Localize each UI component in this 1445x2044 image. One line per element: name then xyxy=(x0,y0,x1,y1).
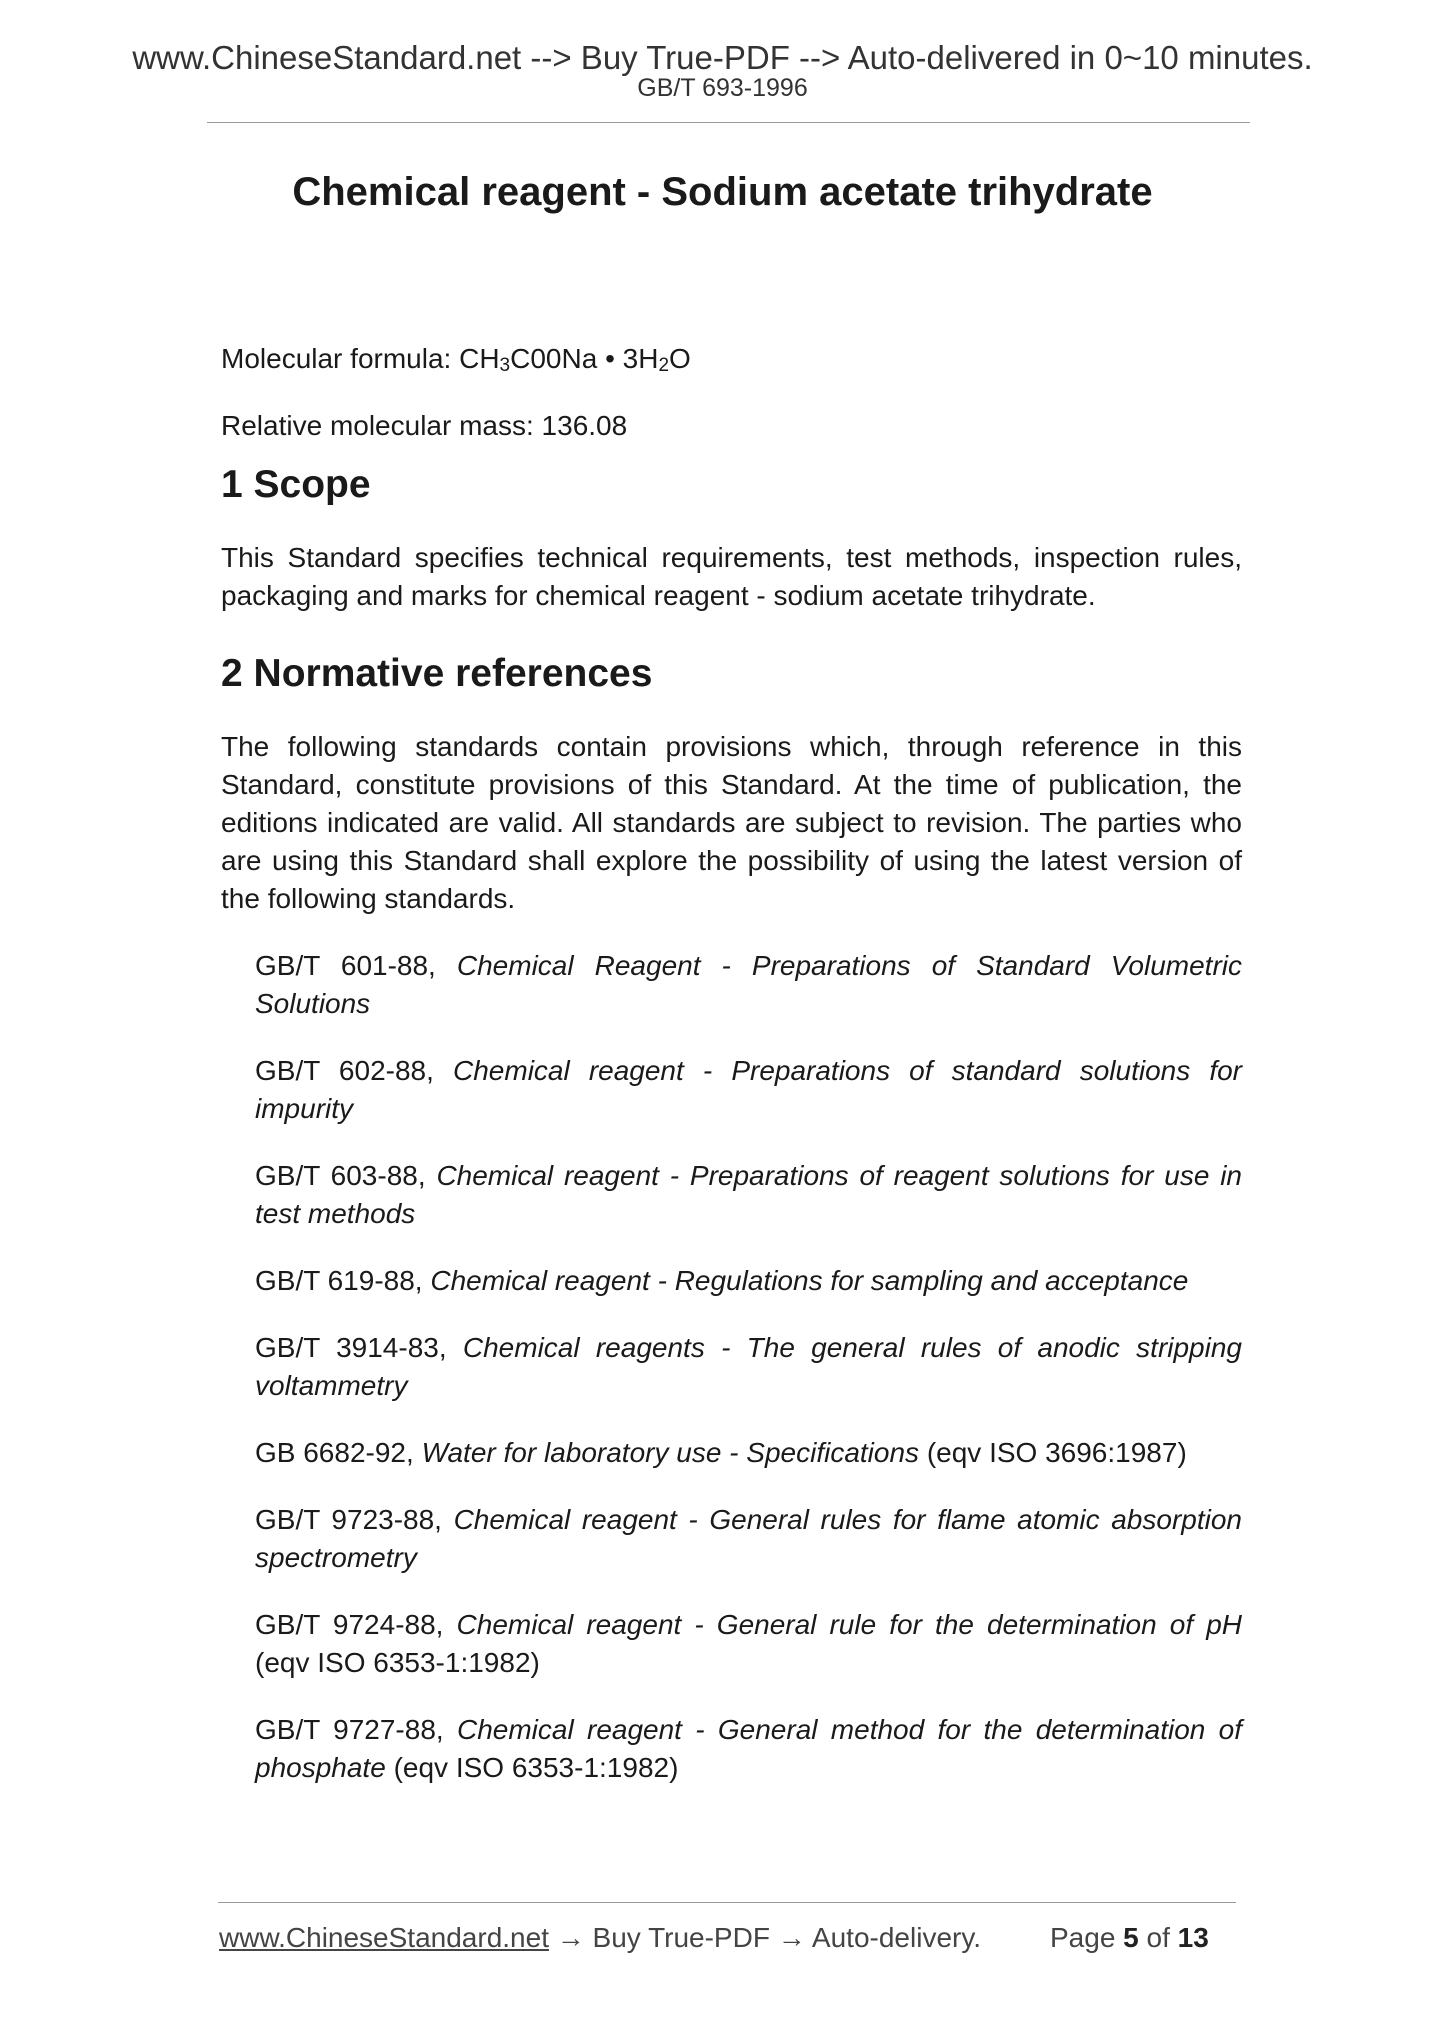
normative-references-paragraph: The following standards contain provisions which, through reference in this Standard, constitute provisions of this Standard. At the time of publication, the editions indicated are valid. All standards are subject to revision. The parties who are using this Standard shall explore the possibility of using the latest version of the following standards. xyxy=(221,731,1242,914)
reference-item xyxy=(255,1434,1242,1472)
footer-tagline: → Buy True-PDF → Auto-delivery. xyxy=(548,1922,982,1953)
header-divider xyxy=(207,122,1250,123)
footer-site-link[interactable]: www.ChineseStandard.net xyxy=(219,1922,549,1953)
footer-divider xyxy=(218,1902,1236,1903)
formula-subscript: 2 xyxy=(658,355,670,376)
formula-part: O xyxy=(669,343,691,374)
footer-promo xyxy=(219,1922,981,1954)
reference-code: GB/T 602-88, xyxy=(255,1055,454,1086)
page-total: 13 xyxy=(1177,1922,1209,1953)
reference-title: Water for laboratory use - Specifications xyxy=(421,1437,920,1468)
molecular-formula xyxy=(221,340,1242,378)
reference-title: Chemical reagents - The general rules of anodic stripping voltammetry xyxy=(255,1332,1242,1401)
reference-title: Chemical reagent - Preparations of reagent solutions for use in test methods xyxy=(255,1160,1242,1229)
reference-title: Chemical reagent - General rules for flame atomic absorption spectrometry xyxy=(255,1504,1242,1573)
reference-item xyxy=(255,1052,1242,1128)
formula-part: C00Na • 3H xyxy=(510,343,659,374)
reference-code: GB/T 9723-88, xyxy=(255,1504,454,1535)
reference-title: Chemical reagent - Preparations of standard solutions for impurity xyxy=(255,1055,1242,1124)
reference-code: GB/T 601-88, xyxy=(255,950,457,981)
reference-title: Chemical reagent - General method for the determination of phosphate xyxy=(255,1714,1242,1783)
reference-code: GB/T 619-88, xyxy=(255,1265,431,1296)
section-heading-scope: 1 Scope xyxy=(221,463,371,506)
section-heading-normative-references: 2 Normative references xyxy=(221,652,653,695)
page-label: Page xyxy=(1050,1922,1124,1953)
reference-code: GB/T 603-88, xyxy=(255,1160,437,1191)
reference-title: Chemical Reagent - Preparations of Standard Volumetric Solutions xyxy=(255,950,1242,1019)
molecular-mass: Relative molecular mass: 136.08 xyxy=(221,410,628,441)
reference-code: GB/T 9724-88, xyxy=(255,1609,457,1640)
reference-item xyxy=(255,1606,1242,1682)
reference-suffix: (eqv ISO 3696:1987) xyxy=(919,1437,1187,1468)
reference-item xyxy=(255,1501,1242,1577)
page-indicator xyxy=(1050,1922,1209,1954)
scope-paragraph: This Standard specifies technical requirements, test methods, inspection rules, packaging and marks for chemical reagent - sodium acetate trihydrate. xyxy=(221,542,1242,611)
page-of: of xyxy=(1138,1922,1178,1953)
formula-part: CH xyxy=(459,343,500,374)
document-title: Chemical reagent - Sodium acetate trihydrate xyxy=(292,170,1153,214)
reference-item xyxy=(255,1157,1242,1233)
reference-suffix: (eqv ISO 6353-1:1982) xyxy=(385,1752,679,1783)
reference-code: GB/T 3914-83, xyxy=(255,1332,463,1363)
header-banner: www.ChineseStandard.net --> Buy True-PDF --> Auto-delivered in 0~10 minutes. xyxy=(132,39,1313,76)
formula-subscript: 3 xyxy=(499,355,511,376)
reference-title: Chemical reagent - General rule for the determination of pH xyxy=(456,1609,1242,1640)
reference-suffix: (eqv ISO 6353-1:1982) xyxy=(255,1647,540,1678)
standard-number: GB/T 693-1996 xyxy=(637,74,808,102)
reference-list xyxy=(221,947,1242,1787)
reference-item xyxy=(255,1262,1242,1300)
reference-item xyxy=(255,1329,1242,1405)
reference-item xyxy=(255,1711,1242,1787)
page-current: 5 xyxy=(1123,1922,1139,1953)
document-body xyxy=(221,340,1242,1816)
molecular-formula-label: Molecular formula: xyxy=(221,343,460,374)
reference-title: Chemical reagent - Regulations for sampling and acceptance xyxy=(430,1265,1189,1296)
reference-item xyxy=(255,947,1242,1023)
reference-code: GB 6682-92, xyxy=(255,1437,422,1468)
reference-code: GB/T 9727-88, xyxy=(255,1714,457,1745)
